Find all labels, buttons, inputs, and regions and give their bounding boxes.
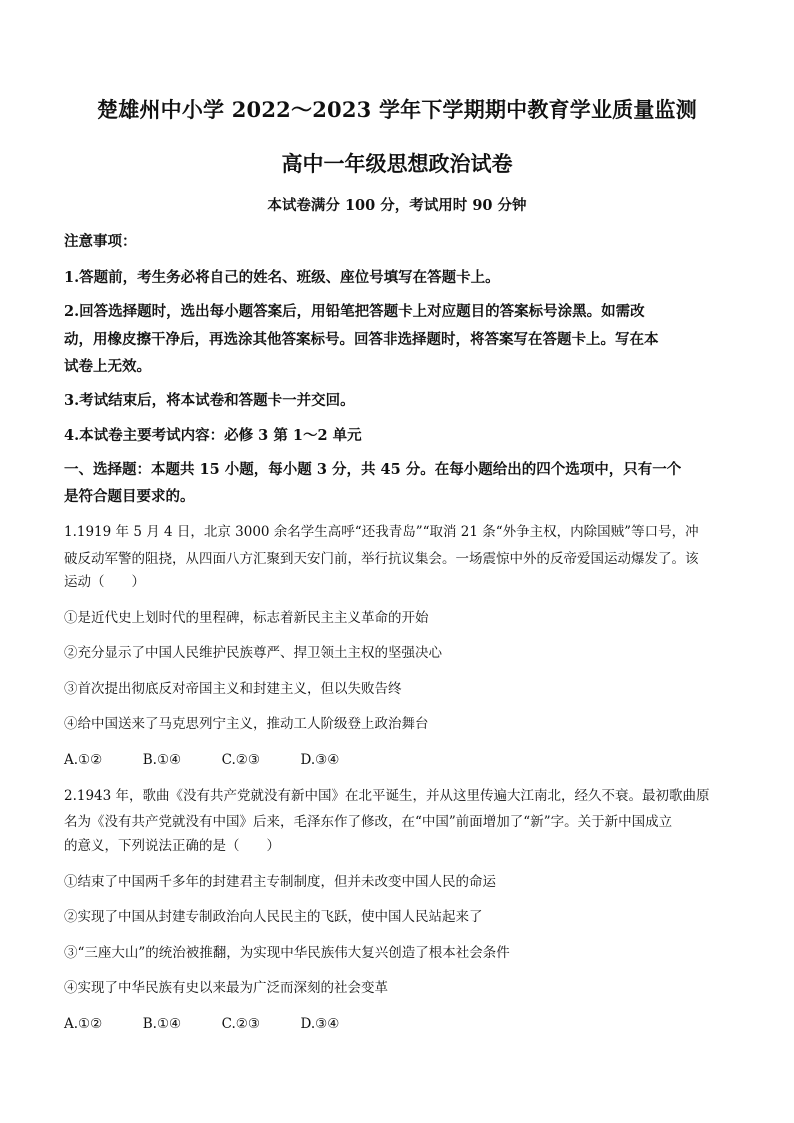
note-item-2-line-2: 动，用橡皮擦干净后，再选涂其他答案标号。回答非选择题时，将答案写在答题卡上。写在本 bbox=[64, 331, 659, 348]
note-item-2-line-1: 2.回答选择题时，选出每小题答案后，用铅笔把答题卡上对应题目的答案标号涂黑。如需改 bbox=[64, 303, 645, 320]
note-item-2-line-3: 试卷上无效。 bbox=[64, 358, 151, 375]
question-2-option-1: ①结束了中国两千多年的封建君主专制制度，但并未改变中国人民的命运 bbox=[64, 874, 496, 890]
question-2-stem-line-1: 2.1943 年，歌曲《没有共产党就没有新中国》在北平诞生，并从这里传遍大江南北，经久不衰。最初歌曲原 bbox=[64, 788, 710, 804]
question-1-option-4: ④给中国送来了马克思列宁主义，推动工人阶级登上政治舞台 bbox=[64, 716, 429, 732]
question-2-option-4: ④实现了中华民族有史以来最为广泛而深刻的社会变革 bbox=[64, 980, 388, 996]
note-item-4: 4.本试卷主要考试内容：必修 3 第 1～2 单元 bbox=[64, 427, 362, 444]
note-item-3: 3.考试结束后，将本试卷和答题卡一并交回。 bbox=[64, 392, 355, 409]
exam-subtitle: 高中一年级思想政治试卷 bbox=[281, 151, 513, 176]
question-1-option-2: ②充分显示了中国人民维护民族尊严、捍卫领土主权的坚强决心 bbox=[64, 645, 442, 661]
question-1-stem-line-2: 破反动军警的阻挠，从四面八方汇聚到天安门前，举行抗议集会。一场震惊中外的反帝爱国运动爆发了。该 bbox=[64, 551, 699, 567]
section-1-heading-line-1: 一、选择题：本题共 15 小题，每小题 3 分，共 45 分。在每小题给出的四个选项中，只有一个 bbox=[64, 461, 682, 478]
notes-heading: 注意事项： bbox=[64, 233, 137, 250]
question-2-stem-line-2: 名为《没有共产党就没有中国》后来，毛泽东作了修改，在“中国”前面增加了“新”字。关于新中国成立 bbox=[64, 814, 673, 830]
question-2-option-2: ②实现了中国从封建专制政治向人民民主的飞跃，使中国人民站起来了 bbox=[64, 909, 483, 925]
question-1-stem-line-3: 运动（ ） bbox=[64, 574, 145, 590]
section-1-heading-line-2: 是符合题目要求的。 bbox=[64, 488, 195, 505]
question-2-answer-choices: A.①② B.①④ C.②③ D.③④ bbox=[64, 1016, 340, 1032]
question-1-option-3: ③首次提出彻底反对帝国主义和封建主义，但以失败告终 bbox=[64, 681, 402, 697]
question-1-stem-line-1: 1.1919 年 5 月 4 日，北京 3000 余名学生高呼“还我青岛”“取消 21 条“外争主权，内除国贼”等口号，冲 bbox=[64, 524, 699, 540]
exam-title: 楚雄州中小学 2022～2023 学年下学期期中教育学业质量监测 bbox=[97, 97, 697, 122]
exam-info: 本试卷满分 100 分，考试用时 90 分钟 bbox=[267, 197, 527, 214]
note-item-1: 1.答题前，考生务必将自己的姓名、班级、座位号填写在答题卡上。 bbox=[64, 269, 500, 286]
question-1-option-1: ①是近代史上划时代的里程碑，标志着新民主主义革命的开始 bbox=[64, 610, 429, 626]
question-1-answer-choices: A.①② B.①④ C.②③ D.③④ bbox=[64, 752, 340, 768]
question-2-stem-line-3: 的意义，下列说法正确的是（ ） bbox=[64, 838, 280, 854]
question-2-option-3: ③“三座大山”的统治被推翻，为实现中华民族伟大复兴创造了根本社会条件 bbox=[64, 945, 510, 961]
